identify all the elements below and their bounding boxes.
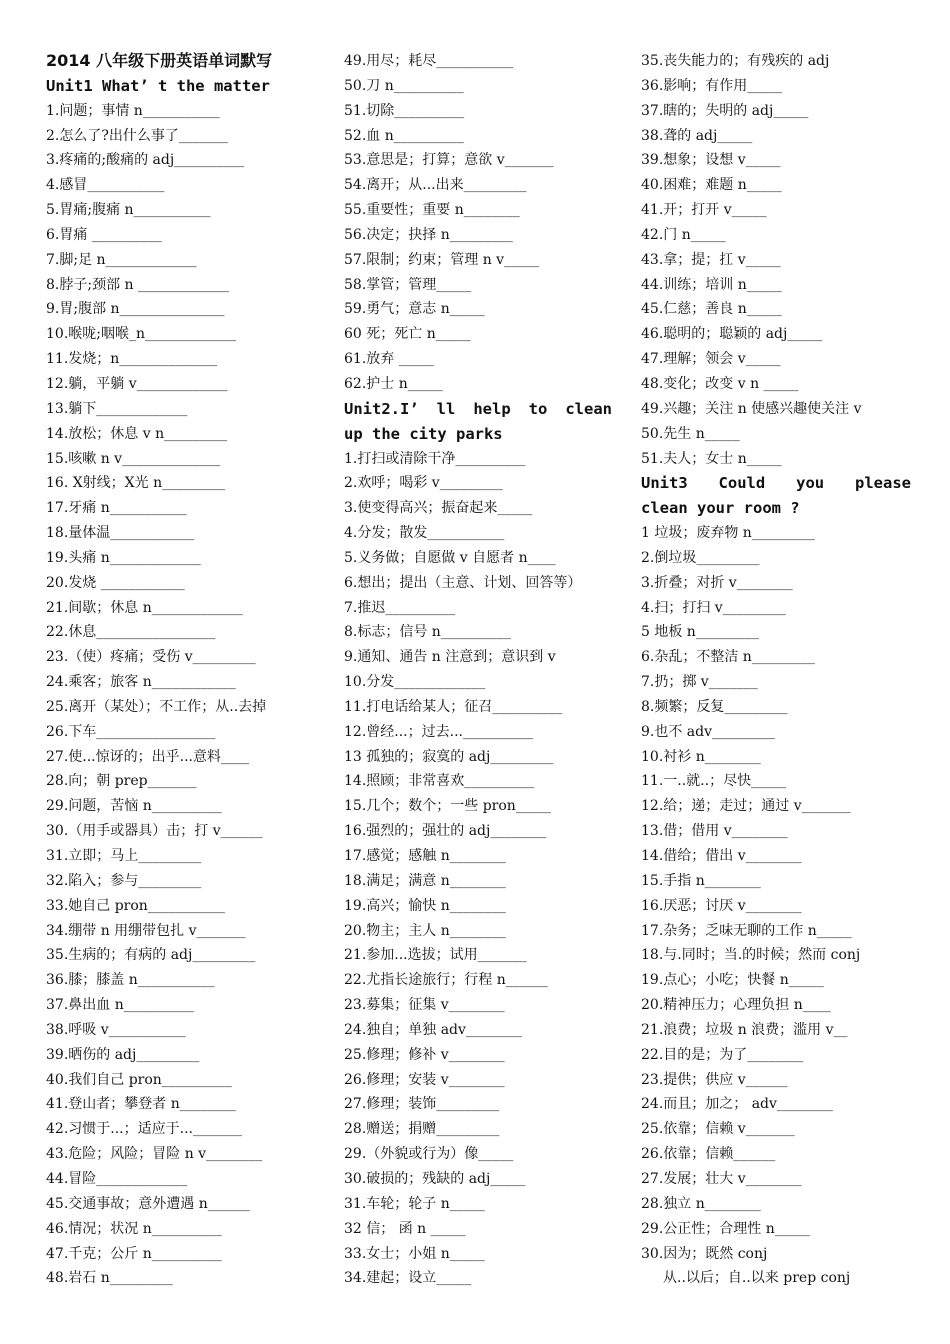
- vocab-item: 50.刀 n__________: [344, 77, 464, 94]
- vocab-item: 24.而且；加之； adv________: [641, 1096, 833, 1113]
- vocab-item: 15.手指 n________: [641, 872, 761, 889]
- vocab-item: 30.（用手或器具）击；打 v______: [46, 823, 263, 840]
- vocab-item: 34.绷带 n 用绷带包扎 v_______: [46, 922, 246, 939]
- column-3: [641, 49, 911, 1291]
- vocab-item: 12.给；递；走过；通过 v_______: [641, 798, 851, 815]
- vocab-item: 24.乘客；旅客 n____________: [46, 674, 236, 691]
- vocab-item: 13.借；借用 v________: [641, 823, 788, 840]
- vocab-item: 42.门 n_____: [641, 226, 726, 243]
- vocab-item: 20.物主；主人 n________: [344, 922, 506, 939]
- vocab-item: 17.杂务；乏味无聊的工作 n_____: [641, 922, 852, 939]
- vocab-item: 4.扫；打扫 v_________: [641, 599, 786, 616]
- vocab-item: 48.岩石 n_________: [46, 1270, 173, 1287]
- vocab-item: 29.公正性；合理性 n_____: [641, 1220, 810, 1237]
- vocab-item: 11.打电话给某人；征召__________: [344, 698, 563, 715]
- vocab-item: 48.变化；改变 v n _____: [641, 375, 799, 392]
- vocab-item: 23.募集；征集 v________: [344, 997, 505, 1014]
- vocab-item: 10.衬衫 n________: [641, 748, 761, 765]
- column-2-list: [344, 49, 612, 1291]
- vocab-item: 40.困难；难题 n_____: [641, 177, 782, 194]
- vocab-item: 44.训练；培训 n_____: [641, 276, 782, 293]
- column-1: [46, 49, 314, 1291]
- vocab-item: 16. X射线；X光 n_________: [46, 475, 226, 492]
- column-3-list: [641, 49, 911, 1291]
- vocab-item: 29.问题，苦恼 n__________: [46, 798, 222, 815]
- vocab-item: 20.精神压力；心理负担 n____: [641, 997, 831, 1014]
- vocab-item: 44.冒险_____________: [46, 1170, 188, 1187]
- vocab-item: 22.休息_________________: [46, 624, 216, 641]
- vocab-item: 1.问题；事情 n___________: [46, 102, 220, 119]
- vocab-item: 37.瞎的；失明的 adj_____: [641, 102, 809, 119]
- vocab-item: 11.一..就..；尽快_____: [641, 773, 787, 790]
- vocab-item: 59.勇气；意志 n_____: [344, 301, 485, 318]
- vocab-item: 32.陷入；参与_________: [46, 872, 202, 889]
- vocab-item: 5.胃痛;腹痛 n___________: [46, 202, 211, 219]
- vocab-item: 33.她自己 pron___________: [46, 897, 225, 914]
- vocab-item: 31.立即；马上_________: [46, 848, 202, 864]
- vocab-item: 22.目的是；为了________: [641, 1046, 804, 1063]
- unit-heading-cont: up the city parks: [344, 424, 503, 443]
- vocab-item: 53.意思是；打算；意欲 v_______: [344, 152, 554, 169]
- vocab-item: 8.脖子;颈部 n _____________: [46, 276, 229, 293]
- vocab-item: 25.离开（某处）；不工作；从..去掉: [46, 698, 267, 715]
- vocab-item: 46.情况；状况 n__________: [46, 1220, 222, 1237]
- vocab-item: 10.喉咙;咽喉_n_____________: [46, 326, 236, 343]
- vocab-item: 41.登山者；攀登者 n________: [46, 1096, 236, 1113]
- vocab-item: 18.量体温____________: [46, 525, 195, 542]
- vocab-item: 8.频繁；反复_________: [641, 698, 788, 715]
- vocab-item: 27.使...惊讶的；出乎...意料____: [46, 748, 249, 765]
- vocab-item: 55.重要性；重要 n________: [344, 202, 520, 219]
- unit-heading: Unit2.I’ ll help to clean: [344, 399, 612, 418]
- vocab-item: 12.曾经...；过去...__________: [344, 723, 533, 740]
- vocab-item: 14.借给；借出 v________: [641, 848, 802, 864]
- vocab-item: 9.胃;腹部 n_______________: [46, 301, 225, 318]
- vocab-item: 54.离开；从...出来_________: [344, 177, 527, 194]
- vocab-item: 15.咳嗽 n v______________: [46, 450, 221, 467]
- vocab-item: 45.仁慈；善良 n_____: [641, 301, 782, 318]
- vocab-item: 22.尤指长途旅行；行程 n______: [344, 972, 548, 989]
- vocab-item: 49.兴趣；关注 n 使感兴趣使关注 v: [641, 400, 862, 417]
- vocab-item: 35.丧失能力的；有残疾的 adj: [641, 53, 830, 69]
- vocab-item: 30.因为；既然 conj: [641, 1245, 768, 1262]
- vocab-item: 32 信； 函 n _____: [344, 1220, 466, 1237]
- vocab-item: 4.感冒___________: [46, 177, 165, 194]
- vocab-item: 6.想出；提出（主意、计划、回答等）: [344, 574, 582, 591]
- vocab-item: 28.赠送；捐赠_________: [344, 1121, 500, 1138]
- vocab-item: 29.（外貌或行为）像_____: [344, 1146, 514, 1163]
- vocab-item: 6.胃痛 __________: [46, 226, 162, 243]
- vocab-item: 2.欢呼；喝彩 v_________: [344, 475, 503, 492]
- vocab-item: 61.放弃 _____: [344, 351, 434, 368]
- vocab-item: 58.掌管；管理_____: [344, 276, 472, 293]
- vocab-item: 12.躺，平躺 v_____________: [46, 375, 228, 392]
- vocab-item: 5 地板 n_________: [641, 624, 759, 641]
- vocab-item: 24.独自；单独 adv________: [344, 1021, 522, 1038]
- column-2: [344, 49, 612, 1291]
- vocab-item: 38.呼吸 v___________: [46, 1021, 186, 1038]
- vocab-item: 23.提供；供应 v______: [641, 1071, 788, 1088]
- vocab-item: 46.聪明的；聪颖的 adj_____: [641, 326, 823, 343]
- vocab-item: 9.通知、通告 n 注意到；意识到 v: [344, 649, 556, 666]
- vocab-item: 27.发展；壮大 v________: [641, 1170, 802, 1187]
- column-1-list: [46, 99, 314, 1292]
- vocab-item: 20.发烧 ____________: [46, 574, 185, 591]
- vocab-item: 1 垃圾；废弃物 n_________: [641, 525, 815, 542]
- vocab-item-cont: 从..以后；自..以来 prep conj: [663, 1270, 851, 1287]
- vocab-item: 17.感觉；感触 n________: [344, 848, 506, 864]
- vocab-item: 57.限制；约束；管理 n v_____: [344, 251, 540, 268]
- vocab-item: 19.点心；小吃；快餐 n_____: [641, 972, 824, 989]
- vocab-item: 25.依靠；信赖 v_______: [641, 1121, 795, 1138]
- vocab-item: 2.倒垃圾_________: [641, 549, 760, 566]
- page-title: 2014 八年级下册英语单词默写: [46, 51, 273, 70]
- vocab-item: 13 孤独的；寂寞的 adj_________: [344, 748, 554, 765]
- vocab-item: 38.聋的 adj_____: [641, 127, 753, 144]
- vocab-item: 6.杂乱；不整洁 n_________: [641, 649, 815, 666]
- vocab-item: 52.血 n__________: [344, 127, 464, 144]
- vocab-item: 56.决定；抉择 n_________: [344, 226, 513, 243]
- vocab-item: 51.切除__________: [344, 102, 465, 119]
- vocab-item: 14.放松；休息 v n_________: [46, 425, 228, 442]
- vocab-item: 3.使变得高兴；振奋起来_____: [344, 500, 533, 517]
- vocab-item: 9.也不 adv_________: [641, 723, 776, 740]
- vocab-item: 36.膝；膝盖 n___________: [46, 972, 215, 989]
- vocab-item: 42.习惯于...；适应于..._______: [46, 1121, 242, 1138]
- vocab-item: 21.参加...选拔；试用_______: [344, 947, 527, 964]
- vocab-item: 27.修理；装饰_________: [344, 1096, 500, 1113]
- vocab-item: 47.千克；公斤 n__________: [46, 1245, 222, 1262]
- unit1-heading: Unit1 What’ t the matter: [46, 76, 270, 95]
- vocab-item: 18.满足；满意 n________: [344, 872, 506, 889]
- vocab-item: 47.理解；领会 v_____: [641, 351, 781, 368]
- vocab-item: 3.折叠；对折 v________: [641, 574, 793, 591]
- vocab-item: 31.车轮；轮子 n_____: [344, 1195, 485, 1212]
- vocab-item: 40.我们自己 pron__________: [46, 1071, 232, 1088]
- vocab-item: 49.用尽；耗尽___________: [344, 53, 514, 69]
- vocab-item: 62.护士 n_____: [344, 375, 443, 392]
- vocab-item: 7.推迟__________: [344, 599, 456, 616]
- vocab-item: 45.交通事故；意外遭遇 n______: [46, 1195, 250, 1212]
- vocab-item: 16.强烈的；强壮的 adj________: [344, 823, 547, 840]
- vocab-item: 33.女士；小姐 n_____: [344, 1245, 485, 1262]
- vocab-item: 50.先生 n_____: [641, 425, 740, 442]
- vocab-item: 39.想象；设想 v_____: [641, 152, 781, 169]
- vocab-item: 3.疼痛的;酸痛的 adj__________: [46, 152, 245, 169]
- vocab-item: 15.几个；数个；一些 pron_____: [344, 798, 551, 815]
- vocab-item: 18.与.同时；当.的时候；然而 conj: [641, 947, 861, 964]
- vocab-item: 34.建起；设立_____: [344, 1270, 472, 1287]
- vocab-item: 39.晒伤的 adj_________: [46, 1046, 200, 1063]
- vocab-item: 7.脚;足 n_____________: [46, 251, 197, 268]
- vocab-item: 2.怎么了?出什么事了_______: [46, 127, 228, 144]
- vocab-item: 8.标志；信号 n__________: [344, 624, 511, 641]
- vocab-item: 37.鼻出血 n__________: [46, 997, 194, 1014]
- vocab-item: 7.扔；掷 v_______: [641, 674, 758, 691]
- vocab-item: 17.牙痛 n___________: [46, 500, 187, 517]
- vocab-item: 16.厌恶；讨厌 v________: [641, 897, 802, 914]
- vocab-item: 21.间歇；休息 n_____________: [46, 599, 243, 616]
- unit-heading-cont: clean your room ?: [641, 499, 800, 518]
- vocab-item: 25.修理；修补 v________: [344, 1046, 505, 1063]
- vocab-item: 1.打扫或清除干净__________: [344, 450, 526, 467]
- vocab-item: 26.修理；安装 v________: [344, 1071, 505, 1088]
- vocab-item: 23.（使）疼痛；受伤 v_________: [46, 649, 256, 666]
- vocab-item: 5.义务做；自愿做 v 自愿者 n____: [344, 549, 556, 566]
- vocab-item: 36.影响；有作用_____: [641, 77, 783, 94]
- vocab-item: 41.开；打开 v_____: [641, 202, 767, 219]
- vocab-item: 28.向；朝 prep_______: [46, 773, 197, 790]
- vocab-item: 4.分发；散发___________: [344, 525, 505, 542]
- vocab-item: 13.躺下_____________: [46, 400, 188, 417]
- vocab-item: 10.分发_____________: [344, 674, 486, 691]
- vocab-item: 51.夫人；女士 n_____: [641, 450, 782, 467]
- vocab-item: 30.破损的；残缺的 adj_____: [344, 1170, 526, 1187]
- vocab-item: 19.高兴；愉快 n________: [344, 897, 506, 914]
- vocab-item: 14.照顾；非常喜欢__________: [344, 773, 535, 790]
- vocab-item: 43.危险；风险；冒险 n v________: [46, 1146, 263, 1163]
- vocab-item: 11.发烧；n______________: [46, 351, 218, 368]
- vocab-item: 43.拿；提；扛 v_____: [641, 251, 781, 268]
- vocab-item: 26.下车_________________: [46, 723, 216, 740]
- vocab-item: 21.浪费；垃圾 n 浪费；滥用 v__: [641, 1021, 848, 1038]
- vocab-item: 26.依靠；信赖______: [641, 1146, 776, 1163]
- vocab-item: 60 死；死亡 n_____: [344, 326, 471, 343]
- vocab-item: 28.独立 n________: [641, 1195, 761, 1212]
- vocab-item: 35.生病的；有病的 adj_________: [46, 947, 256, 964]
- vocab-item: 19.头痛 n_____________: [46, 549, 201, 566]
- unit-heading: Unit3 Could you please: [641, 474, 911, 493]
